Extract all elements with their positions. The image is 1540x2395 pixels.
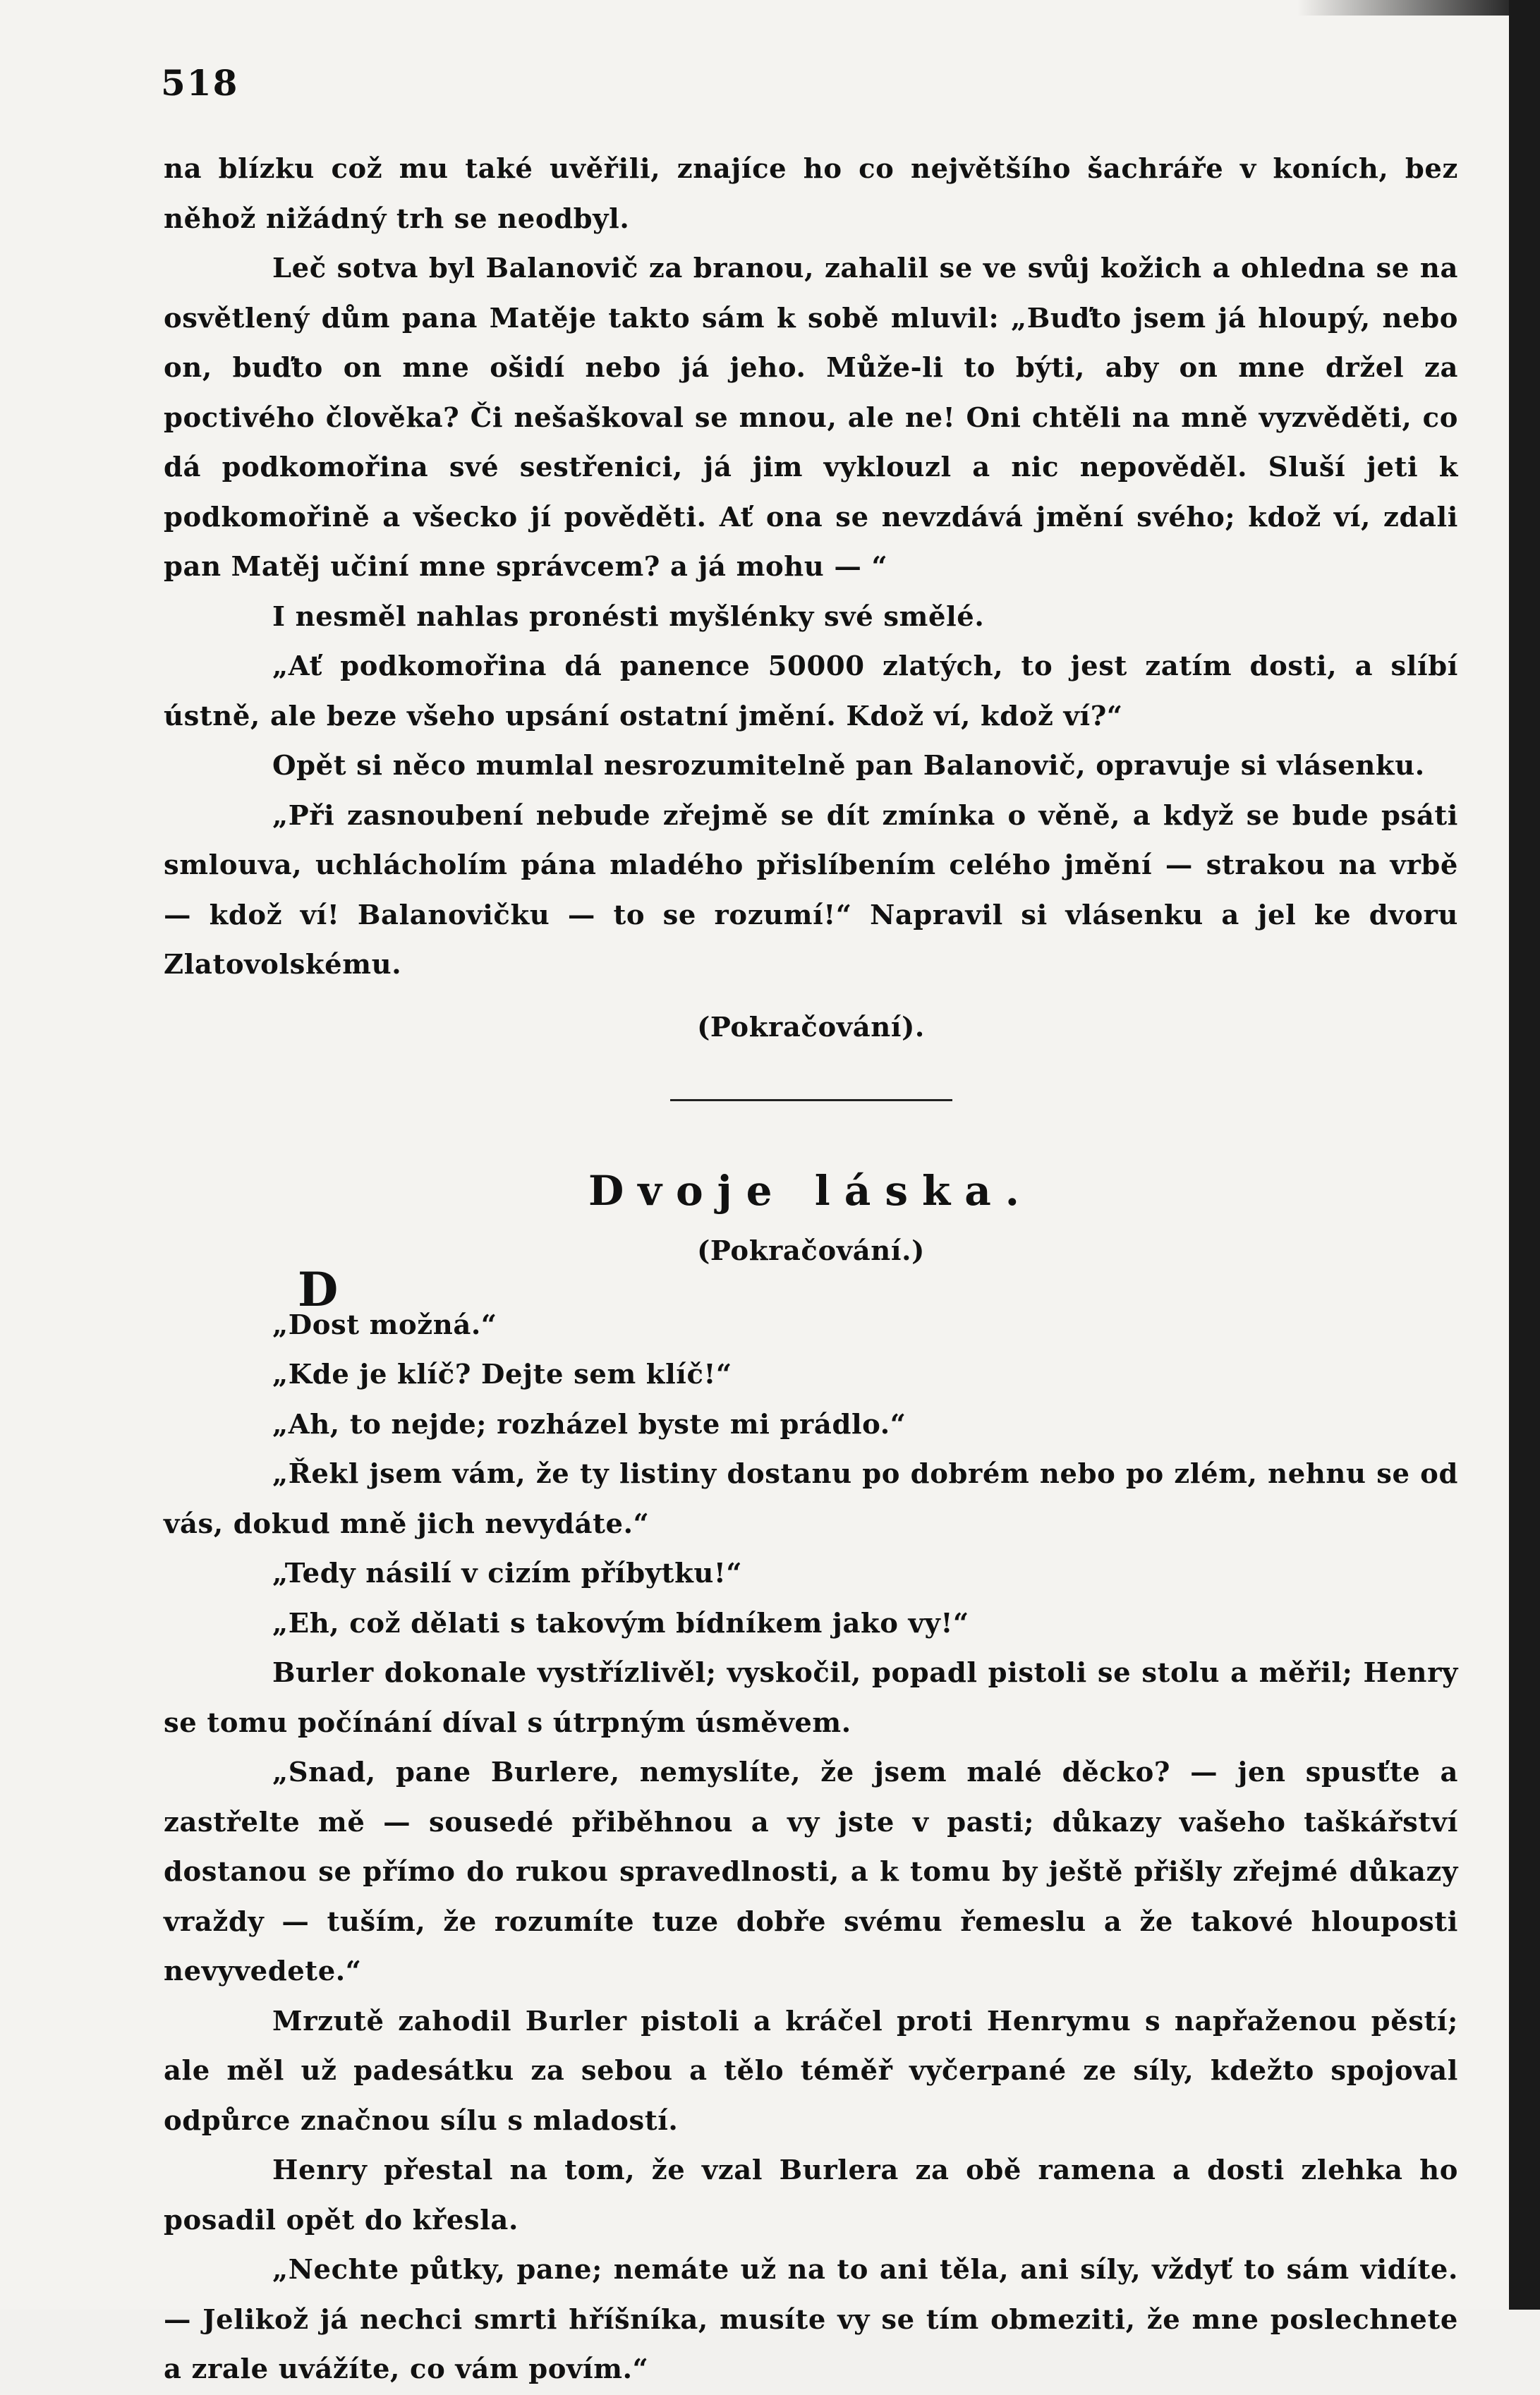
paragraph: „Řekl jsem vám, že ty listiny dostanu po dobrém nebo po zlém, nehnu se od vás, dokud mně jich nevydáte.“ [164,1458,1458,1540]
paragraph: Henry přestal na tom, že vzal Burlera za obě ramena a dosti zlehka ho posadil opět do křesla. [164,2154,1458,2236]
paragraph: na blízku což mu také uvěřili, znajíce ho co největšího šachráře v koních, bez něhož nižádný trh se neodbyl. [164,153,1458,235]
drop-cap: D [298,1261,339,1317]
story-subtitle: (Pokračování.) [697,1235,925,1267]
paragraph: Leč sotva byl Balanovič za branou, zahalil se ve svůj kožich a ohledna se na osvětlený dům pana Matěje takto sám k sobě mluvil: „Buďto jsem já hloupý, nebo on, buďto on mne ošidí nebo já jeho. Může-li to býti, aby on mne držel za poctivého člověka? Či nešaškoval se mnou, ale ne! Oni chtěli na mně vyzvěděti, co dá podkomořina své sestřenici, já jim vyklouzl a nic nepověděl. Sluší jeti k podkomořině a všecko jí pověděti. Ať ona se nevzdává jmění svého; kdož ví, zdali pan Matěj učiní mne správcem? a já mohu — “ [164,253,1458,583]
section-divider [670,1099,952,1101]
paragraph: „Snad, pane Burlere, nemyslíte, že jsem malé děcko? — jen spusťte a zastřelte mě — sousedé přiběhnou a vy jste v pasti; důkazy vašeho taškářství dostanou se přímo do rukou spravedlnosti, a k tomu by ještě přišly zřejmé důkazy vraždy — tuším, že rozumíte tuze dobře svému řemeslu a že takové hlouposti nevyvedete.“ [164,1757,1458,1987]
story-title: Dvoje láska. [588,1167,1033,1215]
page-text [164,145,1458,2395]
scan-border [1509,0,1540,2310]
continuation-note: (Pokračování). [697,1011,925,1043]
paragraph: I nesměl nahlas pronésti myšlénky své smělé. [272,600,985,633]
paragraph: „Ah, to nejde; rozházel byste mi prádlo.“ [272,1408,907,1441]
previous-story-section [164,145,1458,990]
story-section [164,1301,1458,2395]
paragraph: „Při zasnoubení nebude zřejmě se dít zmínka o věně, a když se bude psáti smlouva, uchlácholím pána mladého přislíbením celého jmění — strakou na vrbě — kdož ví! Balanovičku — to se rozumí!“ Napravil si vlásenku a jel ke dvoru Zlatovolskému. [164,799,1458,981]
scan-shadow [1297,0,1509,16]
paragraph: Burler dokonale vystřízlivěl; vyskočil, popadl pistoli se stolu a měřil; Henry se tomu počínání díval s útrpným úsměvem. [164,1657,1458,1739]
paragraph: Opět si něco mumlal nesrozumitelně pan Balanovič, opravuje si vlásenku. [272,750,1425,782]
paragraph: „Dost možná.“ [272,1309,497,1341]
paragraph: „Kde je klíč? Dejte sem klíč!“ [272,1359,732,1390]
paragraph: „Nechte půtky, pane; nemáte už na to ani těla, ani síly, vždyť to sám vidíte. — Jelikož já nechci smrti hříšníka, musíte vy se tím obmeziti, že mne poslechnete a zrale uvážíte, co vám povím.“ [164,2254,1458,2385]
paragraph: Mrzutě zahodil Burler pistoli a kráčel proti Henrymu s napřaženou pěstí; ale měl už padesátku za sebou a tělo téměř vyčerpané ze síly, kdežto spojoval odpůrce značnou sílu s mladostí. [164,2005,1458,2137]
paragraph: „Tedy násilí v cizím příbytku!“ [272,1558,743,1589]
paragraph: „Eh, což dělati s takovým bídníkem jako vy!“ [272,1607,969,1639]
page-number: 518 [161,62,239,104]
paragraph: „Ať podkomořina dá panence 50000 zlatých, to jest zatím dosti, a slíbí ústně, ale beze všeho upsání ostatní jmění. Kdož ví, kdož ví?“ [164,650,1458,732]
